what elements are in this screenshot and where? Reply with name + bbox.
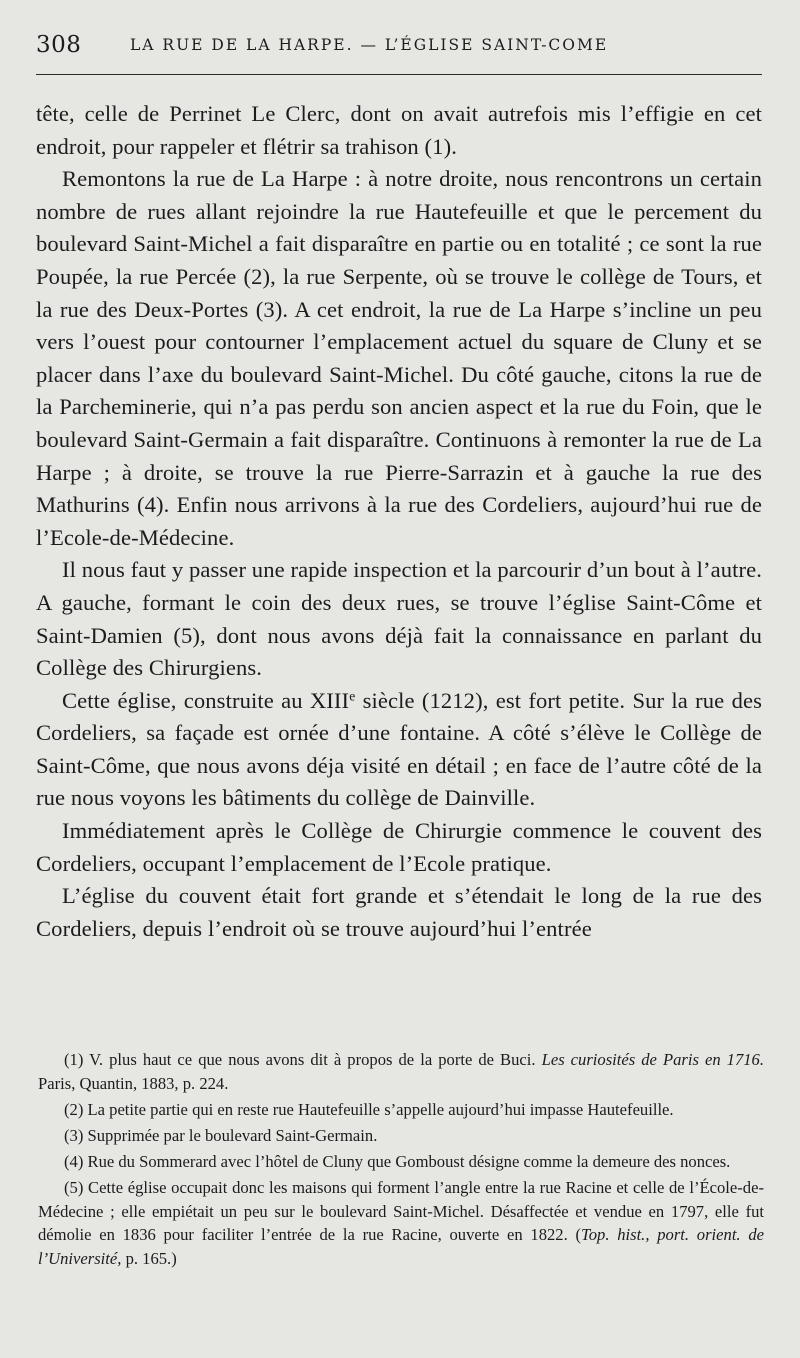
text-run: Paris, Quantin, 1883, p. 224. xyxy=(38,1073,229,1093)
italic-title: Les curiosités de Paris en 1716. xyxy=(541,1050,764,1069)
paragraph: Il nous faut y passer une rapide inspection et la parcourir d’un bout à l’autre. A gauche, formant le coin des deux rues, se trouve l’église Saint-Côme et Saint-Damien (5), dont nous avons déjà fait la connaissance en parlant du Collège des Chirurgiens. xyxy=(36,557,763,681)
page-header xyxy=(36,30,760,66)
text-run: siècle (1212), est fort petite. Sur la rue des Cordeliers, sa façade est ornée d’une fontaine. A côté s’élève le Collège de Saint-Côme, que nous avons déja visité en détail ; en face de l’autre côté de la rue nous voyons les bâtiments du collège de Dainville. xyxy=(36,687,762,811)
footnotes xyxy=(38,1048,764,1273)
paragraph: Remontons la rue de La Harpe : à notre droite, nous rencontrons un certain nombre de rues allant rejoindre la rue Hautefeuille et que le percement du boulevard Saint-Michel a fait disparaître en partie ou en totalité ; ce sont la rue Poupée, la rue Percée (2), la rue Serpente, où se trouve le collège de Tours, et la rue des Deux-Portes (3). A cet endroit, la rue de La Harpe s’incline un peu vers l’ouest pour contourner l’emplacement actuel du square de Cluny et se placer dans l’axe du boulevard Saint-Michel. Du côté gauche, citons la rue de la Parcheminerie, qui n’a pas perdu son ancien aspect et la rue du Foin, que le boulevard Saint-Germain a fait disparaître. Continuons à remonter la rue de La Harpe ; à droite, se trouve la rue Pierre-Sarrazin et à gauche la rue des Mathurins (4). Enfin nous arrivons à la rue des Cordeliers, aujourd’hui rue de l’Ecole-de-Médecine. xyxy=(36,166,762,550)
text-run: Cette église, construite au XIII xyxy=(62,687,350,713)
text-run: (5) Cette église occupait donc les maisons qui forment l’angle entre la rue Racine et celle de l’École-de-Médecine ; elle empiétait un peu sur le boulevard Saint-Michel. Désaffectée et vendue en 1797, elle fut démolie en 1836 pour faciliter l’entrée de la rue Racine, ouverte en 1822. ( xyxy=(38,1177,764,1245)
running-title: LA RUE DE LA HARPE. — L’ÉGLISE SAINT-COME xyxy=(130,36,609,54)
paragraph: Immédiatement après le Collège de Chirurgie commence le couvent des Cordeliers, occupant l’emplacement de l’Ecole pratique. xyxy=(36,818,762,876)
paragraph: L’église du couvent était fort grande et s’étendait le long de la rue des Cordeliers, depuis l’endroit où se trouve aujourd’hui l’entrée xyxy=(36,883,762,941)
text-run: (1) V. plus haut ce que nous avons dit à propos de la porte de Buci. xyxy=(64,1050,542,1069)
footnote xyxy=(38,1048,764,1095)
page-number: 308 xyxy=(36,32,82,58)
main-text xyxy=(36,98,762,945)
footnote: (3) Supprimée par le boulevard Saint-Germain. xyxy=(64,1125,378,1145)
text-run: p. 165.) xyxy=(121,1248,177,1268)
header-rule xyxy=(36,74,762,75)
italic-title: Top. hist., port. orient. de l’Université, xyxy=(38,1225,764,1268)
footnote: (2) La petite partie qui en reste rue Hautefeuille s’appelle aujourd’hui impasse Hautefeuille. xyxy=(64,1099,674,1119)
paragraph: tête, celle de Perrinet Le Clerc, dont on avait autrefois mis l’effigie en cet endroit, pour rappeler et flétrir sa trahison (1). xyxy=(36,101,762,159)
paragraph xyxy=(36,685,762,815)
footnote xyxy=(38,1176,764,1270)
footnote: (4) Rue du Sommerard avec l’hôtel de Cluny que Gomboust désigne comme la demeure des nonces. xyxy=(64,1151,731,1171)
superscript: e xyxy=(349,688,356,704)
